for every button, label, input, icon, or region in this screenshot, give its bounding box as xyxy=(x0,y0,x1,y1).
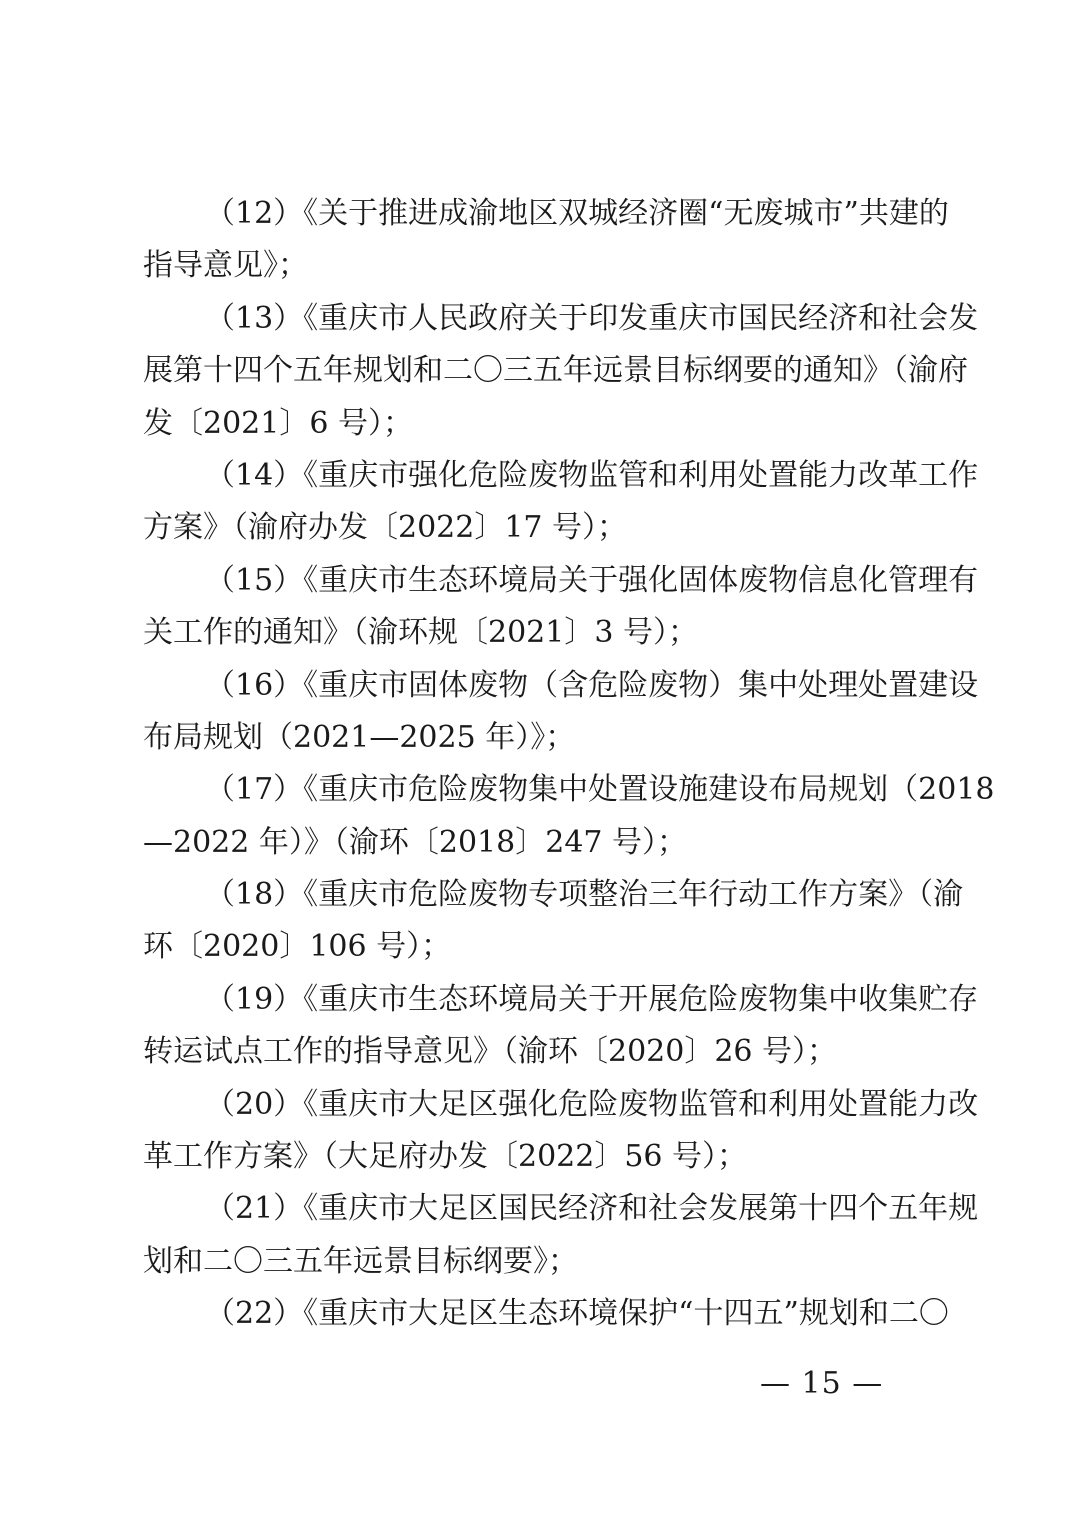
text-line: （12）《关于推进成渝地区双城经济圈“无废城市”共建的 xyxy=(205,196,949,231)
text-line: 革工作方案》（大足府办发〔2022〕56 号）； xyxy=(143,1139,748,1175)
text-line: 布局规划（2021—2025 年）》； xyxy=(143,719,576,755)
text-line: （22）《重庆市大足区生态环境保护“十四五”规划和二〇 xyxy=(205,1296,949,1332)
text-line: 指导意见》； xyxy=(143,248,308,284)
text-line: （19）《重庆市生态环境局关于开展危险废物集中收集贮存 xyxy=(205,981,979,1017)
text-line: 方案》（渝府办发〔2022〕17 号）； xyxy=(143,510,628,546)
text-line: （21）《重庆市大足区国民经济和社会发展第十四个五年规 xyxy=(205,1191,979,1227)
text-line: 环〔2020〕106 号）； xyxy=(143,929,452,965)
text-line: 转运试点工作的指导意见》（渝环〔2020〕26 号）； xyxy=(143,1034,838,1070)
text-line: （14）《重庆市强化危险废物监管和利用处置能力改革工作 xyxy=(205,457,979,493)
page-number: — 15 — xyxy=(760,1366,884,1401)
document-body xyxy=(143,188,995,1341)
text-line: （17）《重庆市危险废物集中处置设施建设布局规划（2018 xyxy=(205,772,995,808)
text-line: 发〔2021〕6 号）； xyxy=(143,405,413,441)
text-line: （13）《重庆市人民政府关于印发重庆市国民经济和社会发 xyxy=(205,300,979,336)
text-line: （15）《重庆市生态环境局关于强化固体废物信息化管理有 xyxy=(205,562,979,598)
text-line: 展第十四个五年规划和二〇三五年远景目标纲要的通知》（渝府 xyxy=(143,353,968,389)
text-line: （16）《重庆市固体废物（含危险废物）集中处理处置建设 xyxy=(205,667,979,703)
text-line: —2022 年）》（渝环〔2018〕247 号）； xyxy=(143,824,688,860)
text-line: （20）《重庆市大足区强化危险废物监管和利用处置能力改 xyxy=(205,1086,979,1122)
text-line: 关工作的通知》（渝环规〔2021〕3 号）； xyxy=(143,615,698,651)
text-line: 划和二〇三五年远景目标纲要》； xyxy=(143,1243,578,1279)
text-line: （18）《重庆市危险废物专项整治三年行动工作方案》（渝 xyxy=(205,877,964,913)
